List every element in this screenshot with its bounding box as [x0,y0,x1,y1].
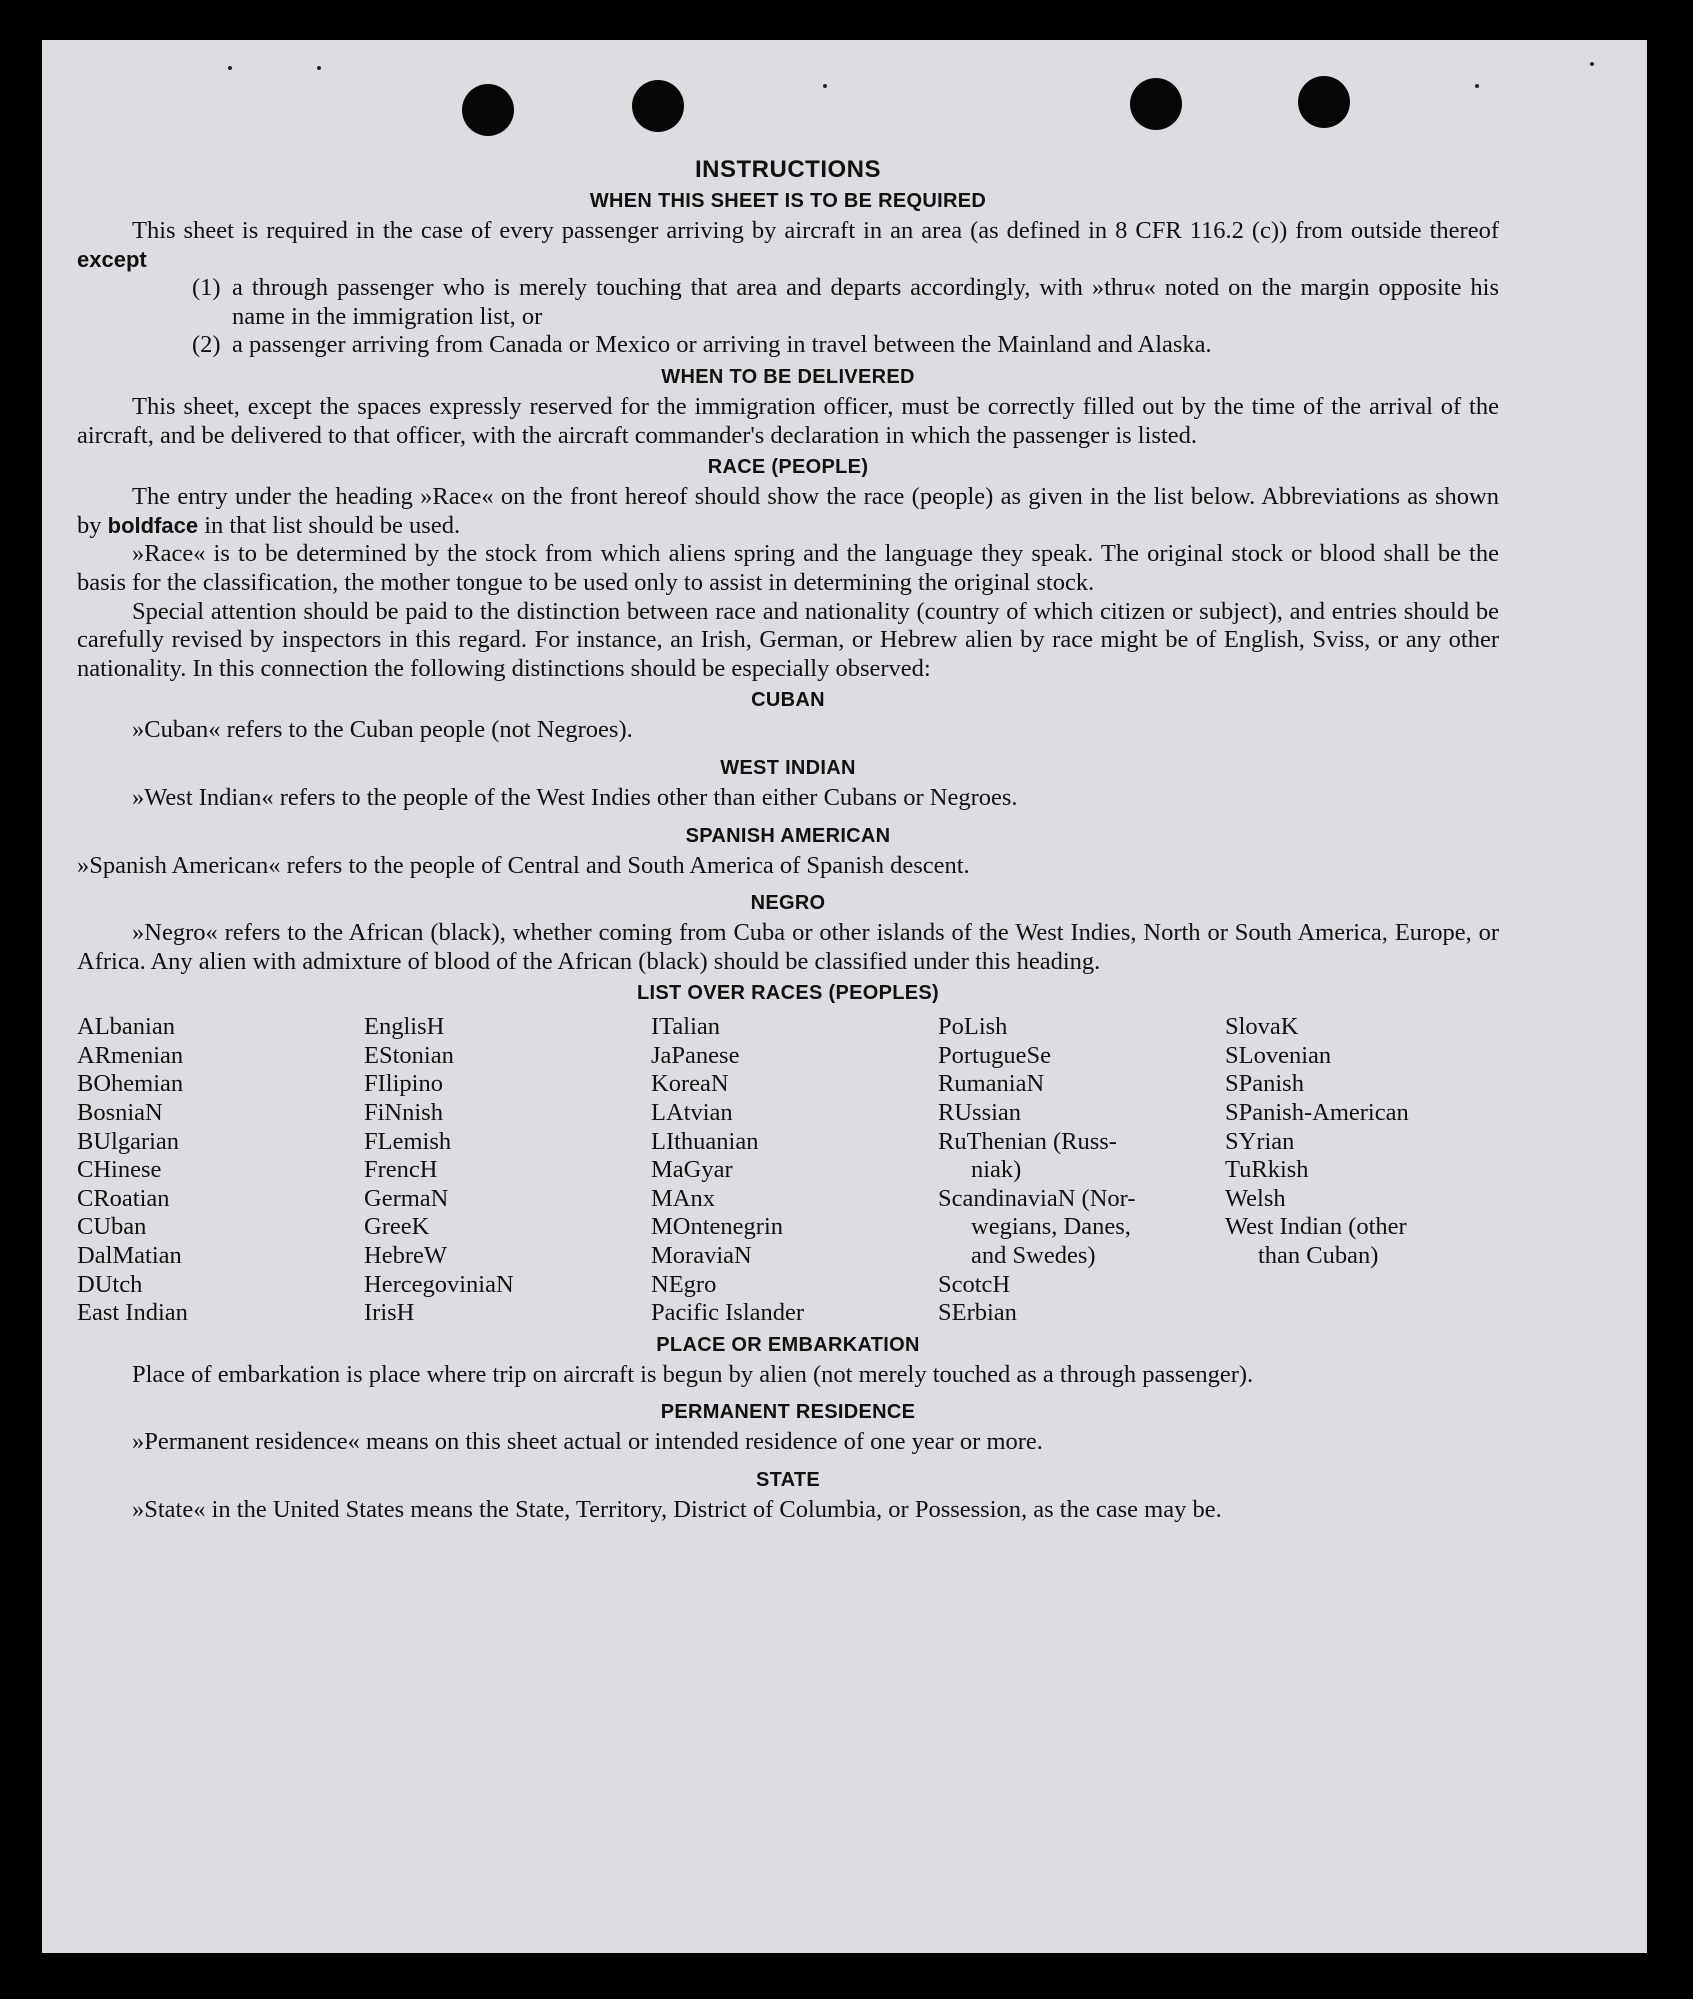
speck [1475,84,1479,88]
spanish-american-text: »Spanish American« refers to the people of Central and South America of Spanish descent. [77,851,970,879]
required-item: (1) a through passenger who is merely touching that area and departs accordingly, with »thru« noted on the margin opposite his name in the immigration list, or [192,274,1499,330]
race-entry: JaPanese [651,1041,740,1069]
race-entry: FrencH [364,1156,438,1184]
race-entry: KoreaN [651,1070,729,1098]
race-entry: West Indian (other [1225,1213,1407,1241]
race-paragraph-2: »Race« is to be determined by the stock from which aliens spring and the language they speak. The original stock or blood shall be the basis for the classification, the mother tongue to be used only to assist in determining the original stock. [77,540,1499,596]
speck [1590,62,1594,66]
heading-required: WHEN THIS SHEET IS TO BE REQUIRED [589,190,987,212]
heading-residence: PERMANENT RESIDENCE [660,1401,916,1424]
race-entry: SPanish [1225,1070,1304,1098]
state-text: »State« in the United States means the State, Territory, District of Columbia, or Possession, as the case may be. [132,1496,1222,1523]
race-entry: SLovenian [1225,1041,1332,1069]
race-entry: IrisH [364,1299,415,1327]
race-paragraph-3: Special attention should be paid to the distinction between race and nationality (country of which citizen or subject), and entries should be carefully revised by inspectors in this regard. For instance, an Irish, German, or Hebrew alien by race might be of English, Sviss, or any other nationality. In this connection the following distinctions should be especially observed: [77,597,1499,682]
race-entry: RUssian [938,1099,1022,1127]
heading-spanish-american: SPANISH AMERICAN [685,824,891,847]
heading-race-list: LIST OVER RACES (PEOPLES) [637,982,939,1005]
race-column [77,1013,364,1328]
race-entry: and Swedes) [971,1242,1096,1270]
race-entry: BOhemian [77,1070,184,1098]
race-entry: FLemish [364,1127,452,1155]
speck [823,84,827,88]
heading-race: RACE (PEOPLE) [707,456,869,479]
cuban-text: »Cuban« refers to the Cuban people (not Negroes). [132,716,633,744]
race-entry: RumaniaN [938,1070,1045,1098]
page-title: INSTRUCTIONS [695,156,881,183]
heading-embarkation: PLACE OR EMBARKATION [656,1333,920,1356]
race-entry: SlovaK [1225,1013,1299,1041]
race-entry: HercegoviniaN [364,1270,514,1298]
race-entry: MAnx [651,1184,715,1212]
race-entry: EStonian [364,1041,454,1069]
delivered-text: This sheet, except the spaces expressly reserved for the immigration officer, must be correctly filled out by the time of the arrival of the aircraft, and be delivered to that officer, with the aircraft commander's declaration in which the passenger is listed. [77,392,1499,449]
race-entry: ITalian [651,1013,721,1041]
race-entry: LIthuanian [651,1127,759,1155]
race-entry: ScotcH [938,1270,1011,1298]
race-entry: DUtch [77,1270,143,1298]
race-entry: EnglisH [364,1013,445,1041]
race-column [938,1013,1225,1328]
race-entry: MoraviaN [651,1242,752,1270]
heading-west-indian: WEST INDIAN [720,756,856,779]
heading-cuban: CUBAN [751,689,825,712]
speck [228,66,232,70]
embarkation-text: Place of embarkation is place where trip on aircraft is begun by alien (not merely touched as a through passenger). [132,1360,1254,1388]
race-entry: FIlipino [364,1070,443,1098]
race-paragraph-1: The entry under the heading »Race« on the front hereof should show the race (people) as given in the list below. Abbreviations as shown by boldface in that list should be used. [77,483,1499,539]
race-entry: LAtvian [651,1099,733,1127]
race-entry: ARmenian [77,1041,184,1069]
race-entry: SErbian [938,1299,1017,1327]
race-entry: MOntenegrin [651,1213,783,1241]
race-entry: DalMatian [77,1242,182,1270]
required-intro: This sheet is required in the case of every passenger arriving by aircraft in an area (as defined in 8 CFR 116.2 (c)) from outside thereof except [77,217,1499,272]
heading-state: STATE [755,1469,821,1491]
race-entry: East Indian [77,1299,188,1327]
race-entry: ScandinaviaN (Nor- [938,1184,1136,1212]
instructions-content [77,118,1499,1525]
race-entry: PortugueSe [938,1041,1051,1069]
residence-text: »Permanent residence« means on this sheet actual or intended residence of one year or more. [132,1428,1043,1456]
race-entry: Pacific Islander [651,1299,805,1327]
race-entry: SPanish-American [1225,1099,1409,1127]
race-entry: MaGyar [651,1156,733,1184]
race-entry: HebreW [364,1242,447,1270]
race-entry: PoLish [938,1013,1008,1041]
required-item: (2) a passenger arriving from Canada or Mexico or arriving in travel between the Mainland and Alaska. [192,331,1212,359]
heading-delivered: WHEN TO BE DELIVERED [661,365,915,388]
race-entry: Welsh [1225,1184,1286,1212]
race-entry: ALbanian [77,1013,175,1041]
west-indian-text: »West Indian« refers to the people of the West Indies other than either Cubans or Negroes. [132,783,1018,811]
race-entry: than Cuban) [1258,1242,1379,1270]
race-column [364,1013,651,1328]
race-entry: FiNnish [364,1099,443,1127]
race-list [77,1013,1499,1328]
race-entry: wegians, Danes, [971,1213,1131,1241]
race-column [651,1013,938,1328]
race-entry: CRoatian [77,1184,170,1212]
race-entry: BosniaN [77,1099,163,1127]
race-entry: SYrian [1225,1127,1295,1155]
race-column [1225,1013,1512,1328]
race-entry: CHinese [77,1156,162,1184]
race-entry: GermaN [364,1184,449,1212]
heading-negro: NEGRO [750,892,826,915]
race-entry: BUlgarian [77,1127,180,1155]
race-entry: niak) [971,1156,1022,1184]
speck [317,66,321,70]
race-entry: RuThenian (Russ- [938,1127,1117,1155]
race-entry: TuRkish [1225,1156,1309,1184]
race-entry: CUban [77,1213,147,1241]
race-entry: GreeK [364,1213,430,1241]
race-entry: NEgro [651,1270,717,1298]
negro-text: »Negro« refers to the African (black), whether coming from Cuba or other islands of the West Indies, North or South America, Europe, or Africa. Any alien with admixture of blood of the African (black) should be classified under this heading. [77,919,1499,975]
